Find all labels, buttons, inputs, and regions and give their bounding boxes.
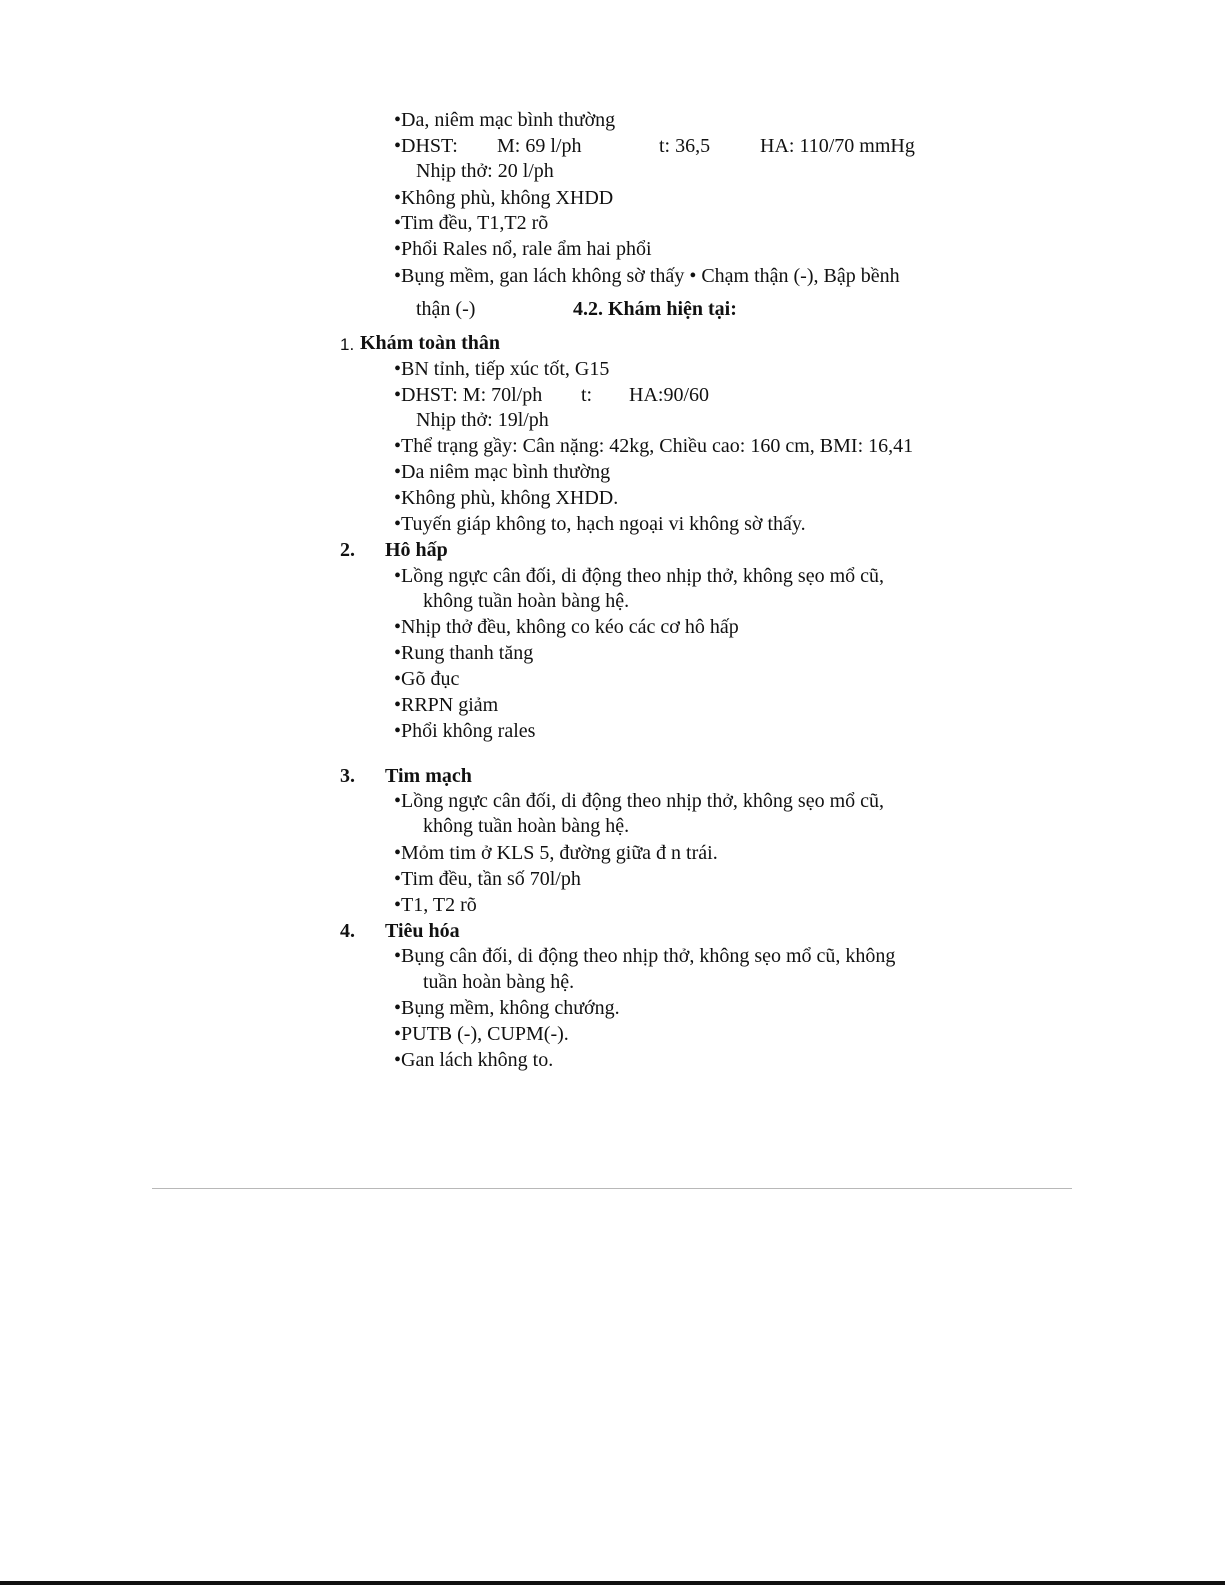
section-4-title: Tiêu hóa	[385, 920, 460, 942]
s2-line-5: •RRPN giảm	[394, 694, 499, 716]
prev-kidney-line: thận (-)	[416, 298, 476, 320]
s3-line-1: •Lồng ngực cân đối, di động theo nhịp thở, không sẹo mổ cũ,	[394, 790, 885, 812]
s3-line-1b: không tuần hoàn bàng hệ.	[423, 815, 630, 837]
s4-line-4: •Gan lách không to.	[394, 1049, 554, 1071]
section-1-title: Khám toàn thân	[360, 332, 501, 354]
prev-abdomen-line: •Bụng mềm, gan lách không sờ thấy • Chạm thận (-), Bập bềnh	[394, 265, 900, 287]
s2-line-4: •Gõ đục	[394, 668, 460, 690]
s3-line-2: •Mỏm tim ở KLS 5, đường giữa đ n trái.	[394, 842, 718, 864]
prev-dhst-label: •DHST:	[394, 135, 458, 157]
prev-lung-line: •Phổi Rales nổ, rale ẩm hai phổi	[394, 238, 652, 260]
prev-dhst-pulse: M: 69 l/ph	[497, 135, 582, 157]
s4-line-2: •Bụng mềm, không chướng.	[394, 997, 620, 1019]
prev-resp-rate: Nhịp thở: 20 l/ph	[416, 160, 554, 182]
prev-dhst-temp: t: 36,5	[659, 135, 711, 157]
prev-dhst-bp: HA: 110/70 mmHg	[760, 135, 915, 157]
section-1-number: 1.	[340, 335, 355, 354]
s2-line-2: •Nhịp thở đều, không co kéo các cơ hô hấp	[394, 616, 739, 638]
section-2-title: Hô hấp	[385, 539, 448, 561]
section-3-title: Tim mạch	[385, 765, 472, 787]
s4-line-1: •Bụng cân đối, di động theo nhịp thở, không sẹo mổ cũ, không	[394, 945, 896, 967]
section-4-number: 4.	[340, 920, 355, 942]
page-divider	[152, 1188, 1072, 1189]
s1-dhst-bp: HA:90/60	[629, 384, 709, 406]
prev-edema-line: •Không phù, không XHDD	[394, 187, 614, 209]
s1-dhst-temp: t:	[581, 384, 593, 406]
s3-line-3: •Tim đều, tần số 70l/ph	[394, 868, 581, 890]
s1-resp-rate: Nhịp thở: 19l/ph	[416, 409, 549, 431]
s1-line-1: •BN tỉnh, tiếp xúc tốt, G15	[394, 358, 610, 380]
prev-skin-line: •Da, niêm mạc bình thường	[394, 109, 616, 131]
prev-heart-line: •Tim đều, T1,T2 rõ	[394, 212, 549, 234]
bottom-border	[0, 1581, 1225, 1585]
current-exam-heading: 4.2. Khám hiện tại:	[573, 298, 737, 320]
s1-dhst-pulse: •DHST: M: 70l/ph	[394, 384, 543, 406]
s3-line-4: •T1, T2 rõ	[394, 894, 477, 916]
section-3-number: 3.	[340, 765, 355, 787]
s4-line-1b: tuần hoàn bàng hệ.	[423, 971, 575, 993]
section-2-number: 2.	[340, 539, 355, 561]
s2-line-6: •Phổi không rales	[394, 720, 536, 742]
s1-line-3: •Thể trạng gầy: Cân nặng: 42kg, Chiều cao: 160 cm, BMI: 16,41	[394, 435, 914, 457]
s2-line-1: •Lồng ngực cân đối, di động theo nhịp thở, không sẹo mổ cũ,	[394, 565, 885, 587]
s4-line-3: •PUTB (-), CUPM(-).	[394, 1023, 569, 1045]
s1-line-6: •Tuyến giáp không to, hạch ngoại vi không sờ thấy.	[394, 513, 806, 535]
s2-line-1b: không tuần hoàn bàng hệ.	[423, 590, 630, 612]
s1-line-4: •Da niêm mạc bình thường	[394, 461, 611, 483]
s2-line-3: •Rung thanh tăng	[394, 642, 534, 664]
s1-line-5: •Không phù, không XHDD.	[394, 487, 619, 509]
